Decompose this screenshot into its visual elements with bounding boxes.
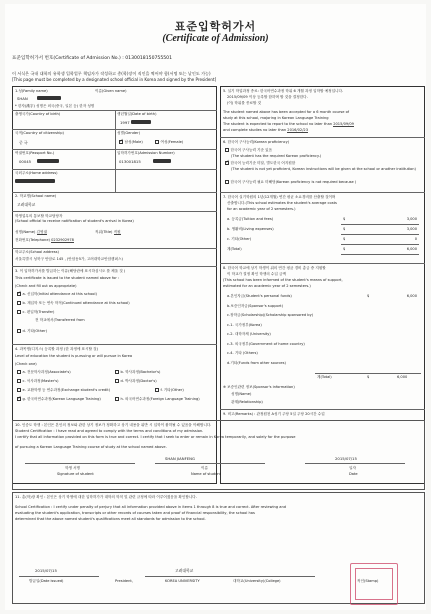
sponsor-name: 성명(Name) (231, 392, 252, 396)
sec3-title: 3. 이 입학허가서를 발급하는 이유(해당란에 표시하십시오 를 체울 것 ) (15, 269, 126, 273)
date-label-en: Date (349, 472, 358, 476)
proficiency-c-checkbox[interactable] (225, 180, 229, 184)
intro-english: [This page must be completed by a designated school official in Korea and signed by the President] (12, 76, 217, 82)
country-birth-label: 출생국가(Country of birth) (15, 112, 61, 116)
fund-item-label: c-4. 기타 (Others) (227, 351, 258, 355)
sec4-check-one: (Check one) (15, 362, 37, 366)
level-h-checkbox[interactable] (115, 397, 119, 401)
level-d-checkbox[interactable] (115, 379, 119, 383)
level-c: c. 석사과정(Master's) (17, 379, 59, 383)
school-official-label: 학생업무의 통보할 학교담당자 (15, 214, 63, 218)
dob-value: 1997 (120, 120, 130, 125)
student-name-label: 이름 (201, 466, 208, 470)
title-english: (Certificate of Admission) (162, 33, 269, 44)
passport-label: 여권번호(Passport No.) (15, 151, 55, 155)
sec6-title: 6. 한국어 구사능력(Korean proficiency) (223, 140, 290, 144)
reason-a: ✓a. 신입학(Initial attendance at this school) (17, 292, 97, 296)
sec7-title3: for an academic year of 2 semesters.) (227, 207, 296, 211)
signed-date: 2015/07/15 (335, 456, 357, 461)
university-label: 대학교(University)(College) (233, 579, 281, 583)
sec8-en2: estimated for an academic year of 2 semesters.) (223, 284, 311, 288)
fund-item-label: b.보증인자금(Sponsor's support) (227, 303, 283, 308)
seal-label: 직인(Stamp) (357, 579, 379, 583)
gender-male: ✓남성(Male) (119, 140, 143, 144)
redacted-passport (37, 159, 59, 163)
cost-item-value: 6,000 (406, 247, 417, 251)
cost-item-currency: $ (343, 217, 346, 221)
cost-item-currency: $ (343, 247, 346, 251)
sec5-title: 5. 실기 학업과정 종료: 한국어연수과정 학위 6 개월 과정 입학할 예정입니다. (223, 89, 344, 93)
signature-label-en: Signature of student (57, 472, 94, 476)
redacted-name (37, 96, 61, 100)
citizenship-value: 중 국 (19, 140, 28, 145)
school-address-label: 학교주소(School address) (15, 250, 59, 254)
level-a-checkbox[interactable] (17, 370, 21, 374)
level-f-checkbox[interactable] (155, 388, 159, 392)
redacted-dob (131, 120, 151, 124)
cost-item-currency: $ (343, 237, 346, 241)
level-b-checkbox[interactable] (115, 370, 119, 374)
sec10-p1: 10. 인증도 학생 : 본인은 본인의 정보와 관한 상기 정보가 정확하고 상기 내용을 위반 시 입학이 불허될 수 있음을 이해합니다. (15, 423, 212, 427)
sec3-title-en: This certificate is issued to the student named above for : (15, 276, 120, 280)
proficiency-a-checkbox[interactable] (225, 148, 229, 152)
school-address-value: 서울특별시 성북구 안암로 145 , (안암동5가, 고려대학교안암캠퍼스) (15, 257, 123, 261)
sec8-en1: (This school has been informed of the student's means of support, (223, 278, 343, 282)
fund-item-label: c-3. 외국정부(Government of home country) (227, 341, 305, 346)
male-checkbox[interactable] (119, 140, 123, 144)
sec3-check-note: (Check and fill out as appropriate) (15, 284, 77, 288)
sec11-p3: evaluating the student's application, transcripts or other records of courses taken and proof of financial responsibility, the school has (15, 511, 255, 515)
cost-item-value: 3,000 (406, 227, 417, 231)
redacted-address (15, 179, 55, 183)
funds-total-value: 6,000 (397, 375, 408, 379)
cost-item-label: 계(Total) (227, 247, 242, 251)
sec7-title2: 산출합니다.(This school estimates the student's average costs (227, 201, 337, 205)
admission-no-label: 입학허가번호(Admission Number) (117, 151, 175, 155)
signed-student-name: SHAN JIANFENG (165, 456, 195, 461)
university-seal (350, 563, 398, 605)
sec5-en2: study at this school, majoring in Korean Language Training (223, 116, 329, 120)
reason-d-checkbox[interactable] (17, 329, 21, 333)
funds-total-currency: $ (367, 375, 370, 379)
sec10-p4: of pursuing a Korean Language Training course of study at the school named above. (15, 445, 167, 449)
sec4-title-en: Level of education the student is pursuing or will pursue in Korea (15, 354, 133, 358)
certificate-number: 표준입학허가서 번호(Certificate of Admission No.) : 0130018150755501 (12, 56, 173, 61)
sec8-title2: 이 학교가 결정 확인 학생의 수입 금액 (227, 272, 286, 276)
fund-item-label: a.본인자금(Student's personal funds) (227, 294, 292, 298)
president-label: President, (115, 579, 133, 583)
redacted-admission (153, 159, 171, 163)
passport-value: 00045 (19, 159, 32, 164)
sponsor-label: ※ 보증인관련 정보(Sponsor's information) (223, 385, 295, 389)
reason-b-checkbox[interactable] (17, 301, 21, 305)
level-h: h. 외국어연수과정(Foreign Language Training) (115, 397, 200, 401)
name-note: * 한자(漢字) 성명은 외국(중국, 일본 등) 한자 성명 (15, 104, 95, 108)
proficiency-c: 한국어 구사능력 필요 미해당(Korean proficiency is not required because ) (225, 180, 356, 184)
proficiency-a: 한국어 구사능력 기준 있음 (225, 148, 272, 152)
level-d: d. 박사과정(Doctor's) (115, 379, 157, 383)
gender-label: 성별(Gender) (117, 131, 140, 135)
fund-item-label: d.기타(Funds from other sources) (227, 360, 286, 365)
school-name-value: 고려대학교 (17, 202, 36, 207)
sec11-p2: School Certification : I certify under penalty of perjury that all information provided above in items 1 through 8 is true and correct. After reviewing and (15, 505, 286, 509)
cost-item-value: 3,000 (406, 217, 417, 221)
official-name: 성명(Name) 김영권 (15, 230, 47, 234)
level-e: e. 교환학생 등 연수과정(Exchange student's credit) (17, 388, 110, 392)
school-name-label: 2. 학교명(School name) (15, 194, 57, 198)
intro-korean: 이 서식은 국내 대학의 유학생 입학업무 책임자가 작성하고 총(학)장이 직인을 찍어야 함(서명 또는 날인도 가능) (12, 71, 211, 76)
proficiency-b: ✓한국어 능력기준 미달, 별도한국 어지원함 (225, 161, 295, 165)
cost-item-label: c. 기타(Other) (227, 237, 252, 241)
level-f: f. 기타(Other) (155, 388, 184, 392)
date-label: 일자 (349, 466, 356, 470)
issue-date-label: 발급일(Date issued) (29, 579, 64, 583)
cost-item-label: a. 등록금(Tuition and fees) (227, 217, 274, 221)
fund-item-value: 6,000 (406, 294, 417, 298)
given-name-label: 이름(Given name) (95, 89, 127, 93)
proficiency-a-en: (The student has the required Korean proficiency.) (231, 154, 322, 158)
family-name-label: 1.성(Family name) (15, 89, 48, 93)
sponsor-relationship: 관계(Relationship) (231, 400, 263, 404)
fund-item-currency: $ (367, 294, 370, 298)
remarks: 9. 비고(Remarks) : 관정원천 A성기 주당 5일 주당 20시간 수업 (223, 412, 325, 416)
fund-item-label: c.장학금(Scholarship)(Scholarship sponsored by) (227, 313, 314, 317)
fund-item-label: c-2. 대학자체 (University) (227, 332, 271, 336)
level-e-checkbox[interactable] (17, 388, 21, 392)
reason-b: b. 재입학 또는 연속 학적(Continued attendance at this school) (17, 301, 130, 305)
certificate-page (5, 4, 426, 610)
level-c-checkbox[interactable] (17, 379, 21, 383)
female-checkbox[interactable] (155, 140, 159, 144)
university-en: KOREA UNIVERSITY (165, 579, 200, 583)
reason-a-checkbox[interactable] (17, 292, 21, 296)
university-ko: 고려대학교 (175, 568, 194, 573)
sec5-en1: The student named above has been accepted for a 6 month course of (223, 110, 350, 114)
sec8-title: 8. 한국어 학교에 상기 학생이 위의 연간 평균 경비 총금 중 지원할 (223, 266, 326, 270)
citizenship-label: 국적(Country of citizenship) (15, 131, 64, 135)
sec5-en4: and complete studies no later than 2016/02/23 (223, 128, 308, 132)
signature-label: 학생 서명 (65, 466, 81, 470)
cost-item-value: 0 (414, 237, 417, 241)
sec5-en3: The student is expected to report to the school no later than 2015/09/09 (223, 122, 354, 126)
level-a: a. 전문학사과정(Associate's) (17, 370, 71, 374)
official-title: 직위(Title) 직원 (95, 230, 121, 234)
student-name: SHAN (17, 96, 28, 101)
cost-item-currency: $ (343, 227, 346, 231)
cost-item-label: b. 생활비(Living expenses) (227, 227, 274, 231)
funds-total-label: 계(Total) (317, 375, 332, 379)
proficiency-b-en: (The student is not yet proficient, Korean instructions will be given at the school or another institution) (231, 167, 416, 171)
reason-d: d. 기타(Other) (17, 329, 47, 333)
title-korean: 표준입학허가서 (174, 20, 257, 33)
student-name-label-en: Name of student (191, 472, 222, 476)
level-g-checkbox[interactable] (17, 397, 21, 401)
gender-female: 여성(Female) (155, 140, 183, 144)
sec11-p4: determined that the above named student's qualifications meet all standards for admission to the school. (15, 517, 206, 521)
sec10-p3: I certify that all information provided on this form is true and correct. I certify that I seek to enter or remain in Korea temporarily, and solely for the purpose (15, 435, 296, 439)
dob-label: 생년월일(Date of birth) (117, 112, 157, 116)
sec11-p1: 11. 총(학)장 확인 : 본인은 상기 학생에 대한 입학허가가 대학의 학칙 및 관련 규정에 따라 이루어졌음을 확인합니다. (15, 495, 197, 499)
sec4-title: 4. 과목명(디지스) 등록할 과정 (한 과정에 표시할 것) (15, 347, 98, 351)
proficiency-b-checkbox[interactable] (225, 161, 229, 165)
admission-no-value: 013001815 (119, 159, 141, 164)
level-b: b. 학사과정(Bachelor's) (115, 370, 160, 374)
level-g: ✓g. 한국어연수과정(Korean Language Training) (17, 397, 101, 401)
intro (12, 71, 422, 82)
reason-c-checkbox[interactable] (17, 310, 21, 314)
sec5-line2: 2015/09/09 이상 등록할 함하며 할 것을 결정한다. (227, 95, 308, 99)
reason-c-detail: 전 학교에서(Transferred from (35, 318, 85, 322)
sec5-line3: (이) 학위를 종료할 것 (227, 101, 262, 105)
issue-date: 2015/07/15 (35, 568, 57, 573)
sec10-p2: Student Certification : I have read and agreed to comply with the terms and conditions of my admission. (15, 429, 204, 433)
fund-item-label: c-1. 국가정부(Korea) (227, 322, 262, 327)
home-address-label: 국외주소(Home address) (15, 171, 58, 175)
sec7-title: 7. 한국어 실기학원의 1년(12개월) 연간 평균 소요경비를 산출할 것이며 (223, 195, 336, 199)
school-official-en: (School official to receive notification of student's arrival in Korea) (15, 219, 134, 223)
reason-c: c. 편입학(Transfer) (17, 310, 54, 314)
official-phone: 전화번호(Telephone) 0232902978 (15, 238, 74, 242)
